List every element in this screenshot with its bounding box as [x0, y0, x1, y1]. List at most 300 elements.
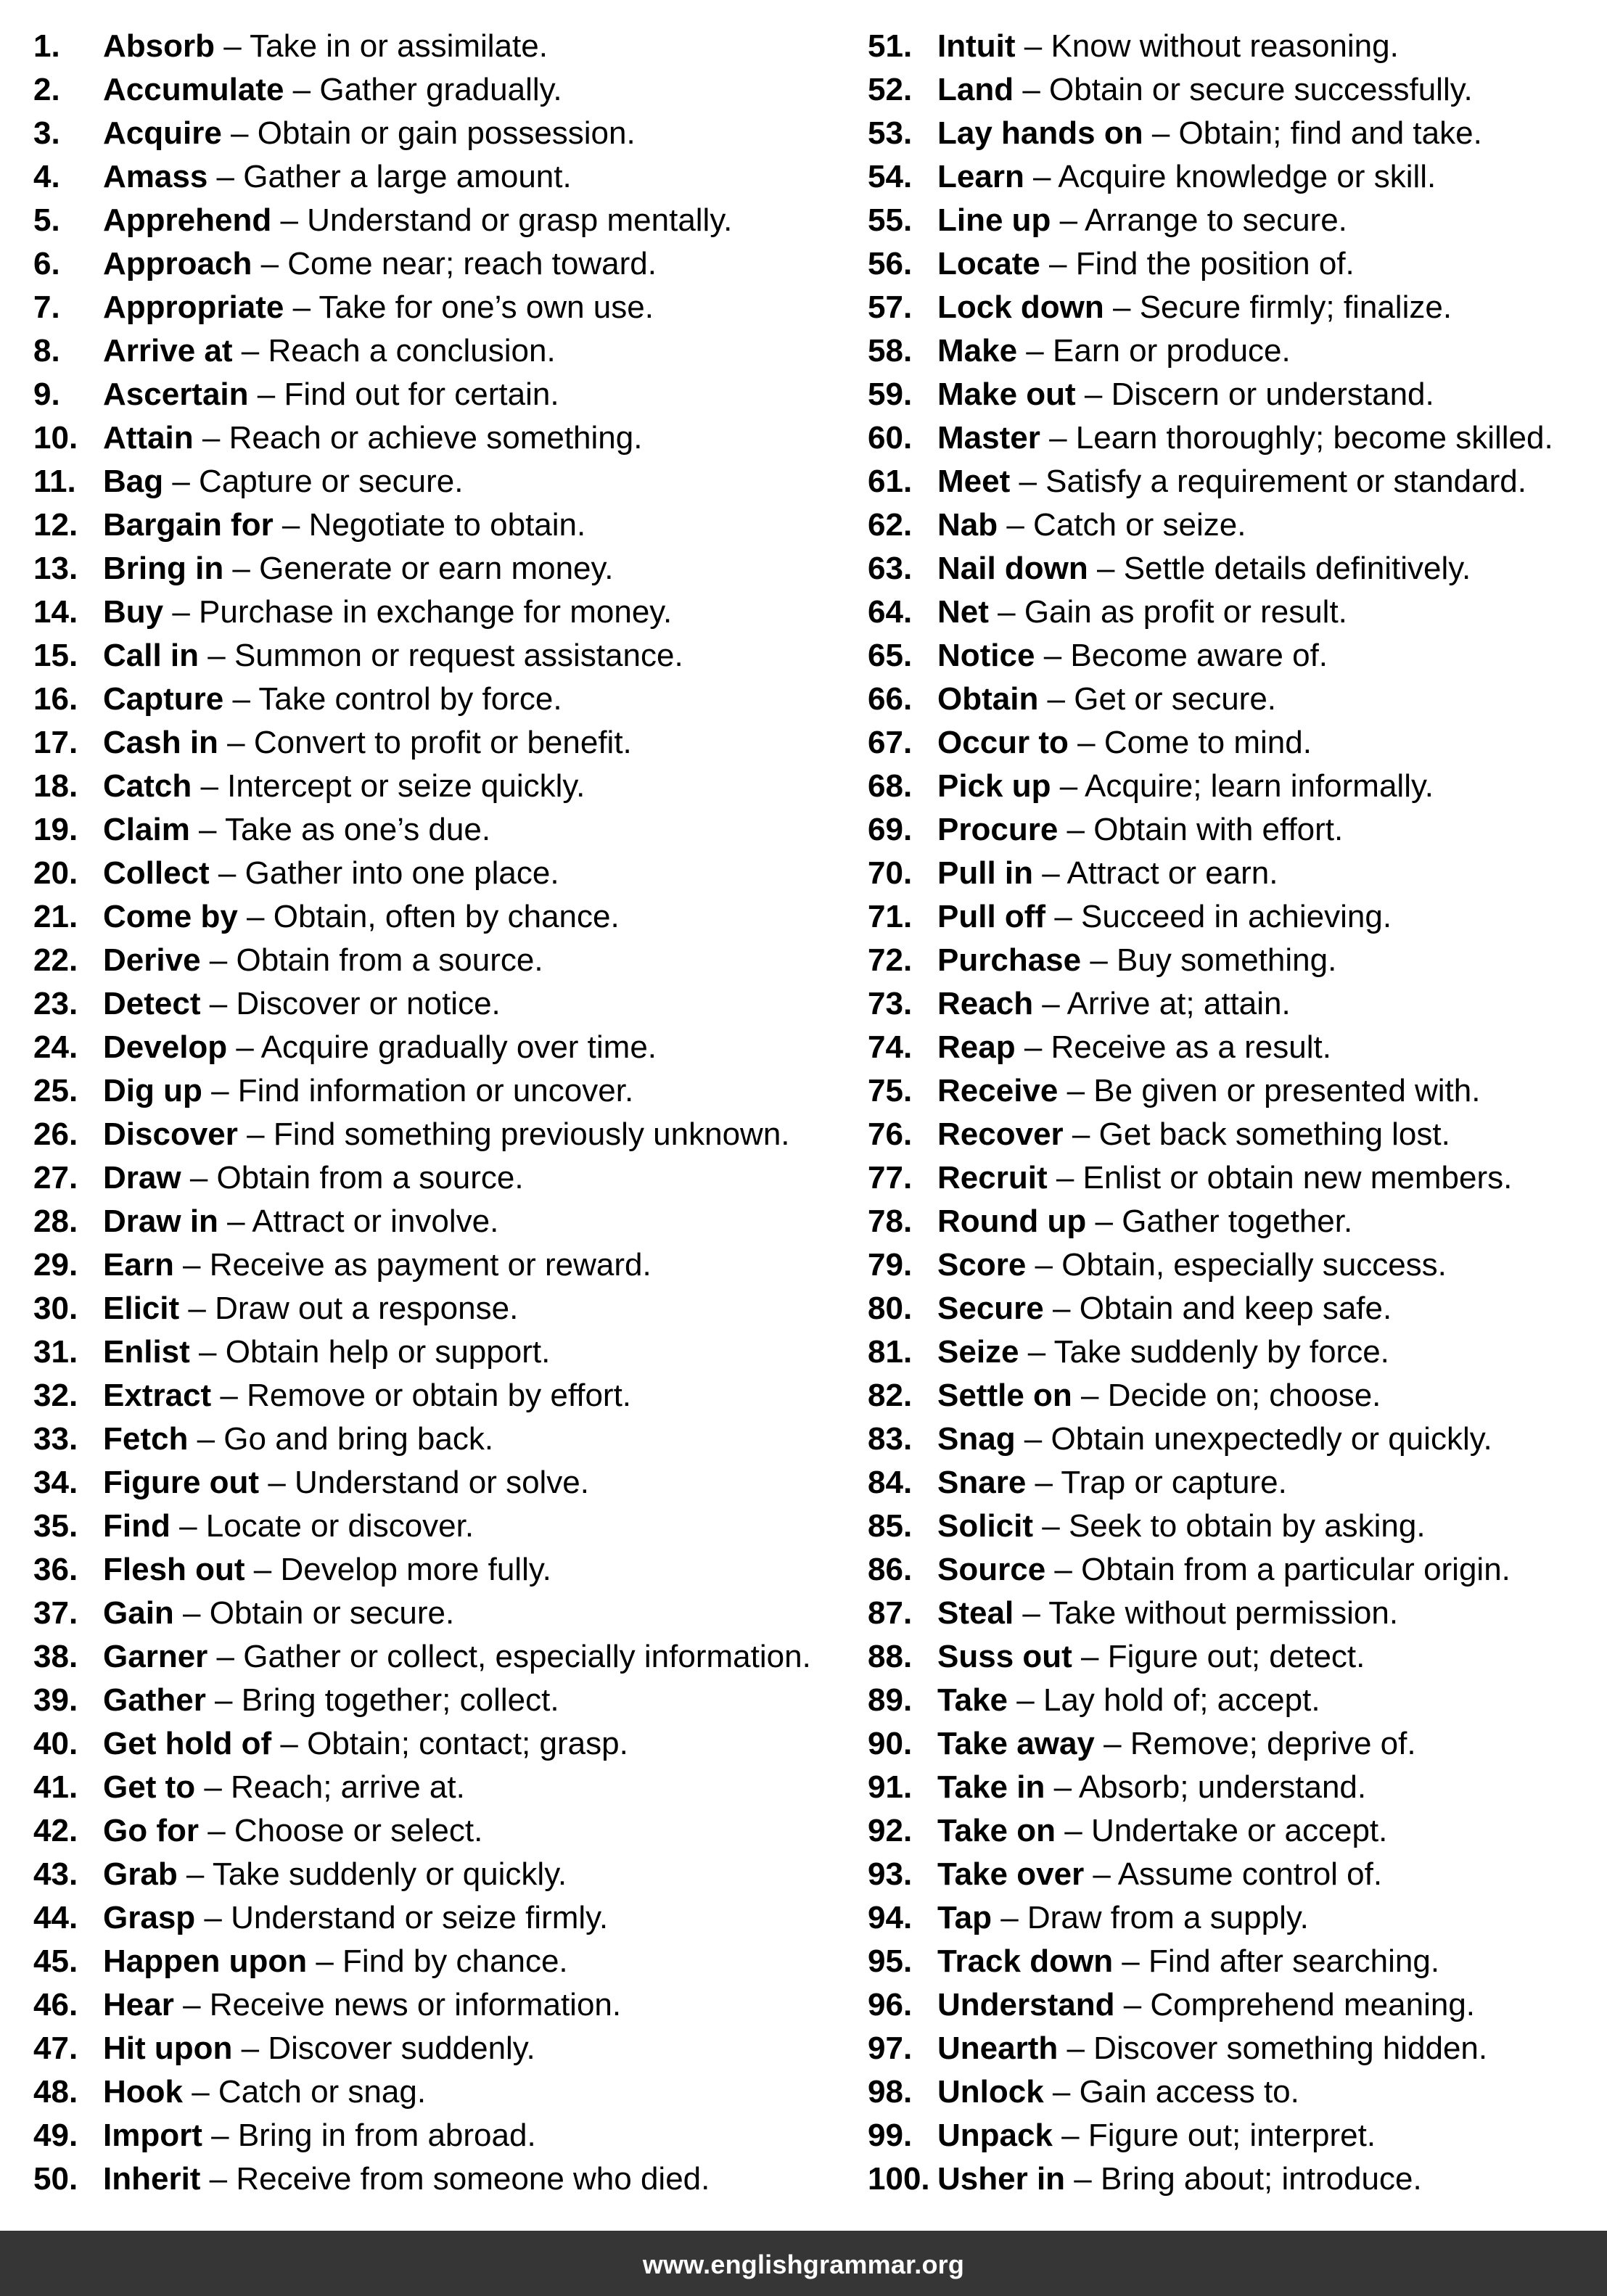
item-entry — [103, 199, 732, 242]
item-entry — [103, 1026, 657, 1069]
item-number: 50. — [33, 2161, 78, 2197]
item-definition: Obtain from a source. — [236, 942, 543, 978]
item-definition: Obtain, especially success. — [1061, 1247, 1447, 1283]
item-term: Elicit — [103, 1291, 180, 1326]
item-term: Earn — [103, 1247, 174, 1283]
item-separator: – — [173, 1247, 210, 1283]
item-entry — [937, 1200, 1352, 1243]
item-number: 96. — [868, 1987, 913, 2023]
item-separator: – — [1026, 1247, 1062, 1283]
item-definition: Figure out; interpret. — [1088, 2118, 1376, 2153]
item-definition: Earn or produce. — [1053, 333, 1291, 369]
item-term: Snare — [937, 1465, 1027, 1500]
item-number: 78. — [868, 1203, 913, 1239]
item-term: Find — [103, 1508, 170, 1544]
item-definition: Comprehend meaning. — [1150, 1987, 1476, 2023]
item-separator: – — [284, 72, 320, 107]
item-number: 44. — [33, 1900, 78, 1935]
list-item — [868, 721, 1607, 765]
list-item — [868, 1113, 1607, 1156]
item-definition: Obtain help or support. — [225, 1334, 551, 1370]
item-entry — [103, 678, 562, 721]
item-separator: – — [271, 1726, 308, 1761]
item-definition: Secure firmly; finalize. — [1139, 289, 1452, 325]
list-item — [868, 329, 1607, 373]
item-term: Go for — [103, 1813, 199, 1848]
item-definition: Find after searching. — [1148, 1943, 1440, 1979]
item-separator: – — [232, 2030, 268, 2066]
item-separator: – — [1017, 333, 1053, 369]
item-term: Bag — [103, 464, 164, 499]
item-term: Notice — [937, 638, 1035, 673]
item-separator: – — [988, 594, 1024, 630]
item-separator: – — [273, 507, 309, 543]
item-term: Inherit — [103, 2161, 201, 2197]
list-item — [868, 199, 1607, 242]
item-entry — [937, 503, 1246, 547]
item-term: Derive — [103, 942, 201, 978]
item-term: Take in — [937, 1769, 1045, 1805]
item-definition: Bring about; introduce. — [1100, 2161, 1422, 2197]
item-separator: – — [1072, 1378, 1108, 1413]
item-separator: – — [215, 28, 250, 64]
list-item — [868, 1243, 1607, 1287]
item-definition: Discover something hidden. — [1093, 2030, 1488, 2066]
item-entry — [103, 1809, 482, 1853]
item-number: 8. — [33, 333, 60, 369]
item-term: Hook — [103, 2074, 183, 2110]
item-number: 21. — [33, 899, 78, 934]
item-separator: – — [198, 1813, 234, 1848]
item-term: Come by — [103, 899, 238, 934]
item-term: Grasp — [103, 1900, 196, 1935]
item-entry — [937, 1113, 1450, 1156]
item-definition: Undertake or accept. — [1090, 1813, 1388, 1848]
item-number: 25. — [33, 1073, 78, 1108]
item-separator: – — [1068, 725, 1104, 760]
item-term: Get hold of — [103, 1726, 272, 1761]
item-term: Lay hands on — [937, 115, 1143, 151]
item-definition: Take suddenly or quickly. — [212, 1856, 567, 1892]
item-definition: Gather or collect, especially information. — [243, 1639, 811, 1674]
item-separator: – — [188, 1421, 224, 1457]
item-definition: Summon or request assistance. — [234, 638, 683, 673]
item-entry — [103, 547, 613, 591]
item-entry — [937, 2027, 1487, 2070]
list-item — [868, 112, 1607, 155]
item-definition: Take as one’s due. — [224, 812, 491, 847]
item-term: Receive — [937, 1073, 1059, 1108]
item-separator: – — [1047, 1160, 1083, 1196]
item-entry — [937, 939, 1336, 982]
item-separator: – — [259, 1465, 295, 1500]
list-item — [33, 1243, 860, 1287]
item-term: Flesh out — [103, 1552, 245, 1587]
item-entry — [937, 678, 1276, 721]
item-definition: Obtain from a particular origin. — [1081, 1552, 1511, 1587]
item-entry — [937, 460, 1526, 503]
item-term: Collect — [103, 855, 210, 891]
item-definition: Remove or obtain by effort. — [247, 1378, 632, 1413]
item-definition: Acquire; learn informally. — [1085, 768, 1434, 804]
item-separator: – — [998, 507, 1034, 543]
item-number: 32. — [33, 1378, 78, 1413]
item-separator: – — [207, 1639, 244, 1674]
item-entry — [103, 112, 636, 155]
item-entry — [937, 1287, 1392, 1330]
list-item — [868, 678, 1607, 721]
item-definition: Reach; arrive at. — [231, 1769, 465, 1805]
item-entry — [937, 1156, 1512, 1200]
list-item — [868, 416, 1607, 460]
list-item — [868, 1940, 1607, 1983]
item-entry — [103, 1330, 550, 1374]
item-definition: Obtain; find and take. — [1178, 115, 1482, 151]
list-item — [868, 1853, 1607, 1896]
list-item — [33, 155, 860, 199]
item-term: Suss out — [937, 1639, 1072, 1674]
item-definition: Gather a large amount. — [243, 159, 572, 194]
list-item — [868, 1592, 1607, 1635]
item-separator: – — [207, 159, 244, 194]
item-entry — [937, 242, 1355, 286]
item-definition: Draw from a supply. — [1027, 1900, 1309, 1935]
item-number: 86. — [868, 1552, 913, 1587]
item-term: Amass — [103, 159, 208, 194]
item-entry — [937, 1069, 1480, 1113]
item-definition: Understand or solve. — [295, 1465, 590, 1500]
item-number: 92. — [868, 1813, 913, 1848]
item-separator: – — [1024, 159, 1059, 194]
list-item — [868, 1330, 1607, 1374]
item-definition: Reach or achieve something. — [229, 420, 643, 456]
item-number: 91. — [868, 1769, 913, 1805]
item-term: Take on — [937, 1813, 1056, 1848]
item-term: Draw in — [103, 1203, 218, 1239]
list-item — [868, 547, 1607, 591]
item-number: 90. — [868, 1726, 913, 1761]
item-term: Usher in — [937, 2161, 1066, 2197]
item-entry — [937, 68, 1473, 112]
item-definition: Take suddenly by force. — [1053, 1334, 1389, 1370]
item-entry — [103, 2027, 535, 2070]
item-separator: – — [1038, 681, 1074, 717]
item-separator: – — [1088, 551, 1124, 586]
item-entry — [103, 1461, 589, 1505]
list-item — [33, 765, 860, 808]
list-item — [868, 1374, 1607, 1417]
item-definition: Learn thoroughly; become skilled. — [1075, 420, 1553, 456]
item-number: 20. — [33, 855, 78, 891]
item-separator: – — [199, 638, 234, 673]
item-term: Happen upon — [103, 1943, 308, 1979]
item-entry — [937, 329, 1291, 373]
item-separator: – — [1063, 1116, 1099, 1152]
item-number: 28. — [33, 1203, 78, 1239]
item-term: Take — [937, 1682, 1008, 1718]
item-separator: – — [195, 1769, 231, 1805]
item-definition: Intercept or seize quickly. — [227, 768, 585, 804]
item-definition: Get back something lost. — [1098, 1116, 1450, 1152]
item-number: 27. — [33, 1160, 78, 1196]
item-number: 88. — [868, 1639, 913, 1674]
item-separator: – — [1015, 1029, 1051, 1065]
item-separator: – — [163, 594, 200, 630]
footer-website[interactable]: www.englishgrammar.org — [642, 2250, 965, 2279]
item-separator: – — [205, 1682, 242, 1718]
item-definition: Develop more fully. — [280, 1552, 551, 1587]
item-term: Pull off — [937, 899, 1046, 934]
item-number: 84. — [868, 1465, 913, 1500]
item-number: 100. — [868, 2161, 930, 2197]
list-item — [33, 808, 860, 852]
item-separator: – — [1010, 464, 1046, 499]
item-definition: Obtain or secure successfully. — [1049, 72, 1473, 107]
item-term: Fetch — [103, 1421, 189, 1457]
item-term: Lock down — [937, 289, 1104, 325]
item-definition: Obtain with effort. — [1093, 812, 1344, 847]
item-number: 64. — [868, 594, 913, 630]
item-number: 53. — [868, 115, 913, 151]
item-number: 61. — [868, 464, 913, 499]
item-definition: Negotiate to obtain. — [308, 507, 586, 543]
item-separator: – — [1043, 1291, 1080, 1326]
item-term: Get to — [103, 1769, 196, 1805]
list-item — [868, 242, 1607, 286]
item-separator: – — [1081, 942, 1117, 978]
list-item — [33, 678, 860, 721]
item-definition: Find by chance. — [342, 1943, 568, 1979]
item-definition: Receive as payment or reward. — [209, 1247, 652, 1283]
list-item — [868, 1896, 1607, 1940]
item-term: Tap — [937, 1900, 992, 1935]
item-separator: – — [1040, 420, 1076, 456]
item-separator: – — [221, 115, 258, 151]
item-separator: – — [232, 333, 268, 369]
item-definition: Come to mind. — [1103, 725, 1312, 760]
item-definition: Obtain from a source. — [216, 1160, 524, 1196]
word-list-column-left — [33, 25, 860, 2201]
item-entry — [937, 1940, 1439, 1983]
item-number: 69. — [868, 812, 913, 847]
item-separator: – — [284, 289, 319, 325]
item-number: 59. — [868, 377, 913, 412]
list-item — [33, 634, 860, 678]
list-item — [33, 1722, 860, 1766]
item-separator: – — [200, 2161, 237, 2197]
item-definition: Gain access to. — [1079, 2074, 1299, 2110]
item-definition: Understand or grasp mentally. — [307, 202, 733, 238]
item-entry — [937, 1766, 1366, 1809]
item-separator: – — [1065, 2161, 1101, 2197]
item-separator: – — [1033, 1508, 1069, 1544]
item-number: 19. — [33, 812, 78, 847]
item-number: 89. — [868, 1682, 913, 1718]
list-item — [33, 112, 860, 155]
list-item — [33, 1635, 860, 1679]
item-separator: – — [189, 812, 225, 847]
item-term: Intuit — [937, 28, 1016, 64]
footer-bar — [0, 2231, 1607, 2296]
item-term: Discover — [103, 1116, 238, 1152]
item-definition: Arrange to secure. — [1084, 202, 1347, 238]
item-entry — [103, 982, 501, 1026]
item-entry — [937, 286, 1452, 329]
item-number: 76. — [868, 1116, 913, 1152]
word-list-column-right — [868, 25, 1607, 2201]
item-separator: – — [1084, 1856, 1118, 1892]
item-entry — [937, 1722, 1416, 1766]
item-number: 73. — [868, 986, 913, 1021]
item-separator: – — [248, 377, 284, 412]
list-item — [33, 1940, 860, 1983]
item-entry — [103, 1983, 621, 2027]
list-item — [868, 1722, 1607, 1766]
list-item — [33, 1896, 860, 1940]
list-item — [868, 460, 1607, 503]
list-item — [33, 591, 860, 634]
item-definition: Remove; deprive of. — [1130, 1726, 1416, 1761]
item-definition: Acquire knowledge or skill. — [1058, 159, 1437, 194]
item-definition: Take for one’s own use. — [318, 289, 654, 325]
list-item — [33, 1679, 860, 1722]
item-separator: – — [1114, 1987, 1151, 2023]
item-entry — [937, 852, 1278, 895]
item-entry — [103, 2114, 536, 2157]
item-term: Recover — [937, 1116, 1064, 1152]
item-entry — [103, 634, 683, 678]
item-term: Hear — [103, 1987, 174, 2023]
item-separator: – — [202, 2118, 238, 2153]
item-definition: Bring in from abroad. — [237, 2118, 536, 2153]
item-number: 16. — [33, 681, 78, 717]
item-definition: Take in or assimilate. — [250, 28, 548, 64]
item-number: 46. — [33, 1987, 78, 2023]
item-term: Import — [103, 2118, 202, 2153]
item-term: Snag — [937, 1421, 1016, 1457]
item-entry — [103, 1069, 633, 1113]
list-item — [33, 2157, 860, 2201]
item-entry — [103, 329, 556, 373]
item-separator: – — [1043, 2074, 1080, 2110]
item-entry — [937, 2157, 1422, 2201]
item-number: 77. — [868, 1160, 913, 1196]
item-definition: Discern or understand. — [1111, 377, 1434, 412]
list-item — [868, 852, 1607, 895]
item-definition: Be given or presented with. — [1093, 1073, 1481, 1108]
item-number: 47. — [33, 2030, 78, 2066]
item-term: Accumulate — [103, 72, 284, 107]
item-entry — [937, 1243, 1447, 1287]
item-definition: Buy something. — [1117, 942, 1337, 978]
item-number: 33. — [33, 1421, 78, 1457]
item-separator: – — [209, 855, 245, 891]
item-separator: – — [1040, 246, 1076, 281]
item-separator: – — [991, 1900, 1027, 1935]
item-term: Land — [937, 72, 1014, 107]
item-term: Nail down — [937, 551, 1088, 586]
item-number: 93. — [868, 1856, 913, 1892]
item-term: Pull in — [937, 855, 1033, 891]
item-definition: Lay hold of; accept. — [1043, 1682, 1320, 1718]
item-term: Make — [937, 333, 1018, 369]
item-entry — [937, 634, 1328, 678]
item-entry — [103, 460, 463, 503]
item-number: 1. — [33, 28, 60, 64]
item-number: 79. — [868, 1247, 913, 1283]
item-entry — [937, 1809, 1387, 1853]
item-term: Appropriate — [103, 289, 284, 325]
item-definition: Find something previously unknown. — [273, 1116, 790, 1152]
item-separator: – — [173, 1987, 210, 2023]
item-number: 10. — [33, 420, 78, 456]
list-item — [868, 286, 1607, 329]
item-definition: Generate or earn money. — [259, 551, 614, 586]
item-separator: – — [1058, 2030, 1094, 2066]
item-number: 74. — [868, 1029, 913, 1065]
list-item — [868, 939, 1607, 982]
list-item — [33, 939, 860, 982]
item-number: 70. — [868, 855, 913, 891]
list-item — [868, 1461, 1607, 1505]
item-term: Occur to — [937, 725, 1069, 760]
item-entry — [937, 895, 1392, 939]
item-entry — [937, 199, 1347, 242]
item-number: 36. — [33, 1552, 78, 1587]
item-number: 99. — [868, 2118, 913, 2153]
item-term: Approach — [103, 246, 252, 281]
item-definition: Gather together. — [1122, 1203, 1353, 1239]
item-number: 13. — [33, 551, 78, 586]
item-number: 66. — [868, 681, 913, 717]
item-definition: Find the position of. — [1075, 246, 1355, 281]
item-term: Round up — [937, 1203, 1087, 1239]
list-item — [33, 2070, 860, 2114]
item-entry — [103, 808, 490, 852]
item-definition: Arrive at; attain. — [1066, 986, 1291, 1021]
item-entry — [937, 155, 1436, 199]
item-separator: – — [237, 1116, 274, 1152]
item-entry — [937, 1330, 1389, 1374]
item-term: Master — [937, 420, 1040, 456]
item-number: 83. — [868, 1421, 913, 1457]
item-separator: – — [223, 551, 260, 586]
item-definition: Settle details definitively. — [1123, 551, 1471, 586]
item-term: Take over — [937, 1856, 1085, 1892]
item-number: 80. — [868, 1291, 913, 1326]
item-term: Buy — [103, 594, 164, 630]
item-separator: – — [189, 1334, 226, 1370]
item-term: Unlock — [937, 2074, 1044, 2110]
item-term: Recruit — [937, 1160, 1048, 1196]
item-term: Apprehend — [103, 202, 272, 238]
item-term: Bargain for — [103, 507, 274, 543]
item-term: Absorb — [103, 28, 215, 64]
item-term: Source — [937, 1552, 1046, 1587]
item-number: 94. — [868, 1900, 913, 1935]
item-term: Score — [937, 1247, 1027, 1283]
item-entry — [103, 591, 672, 634]
item-definition: Choose or select. — [234, 1813, 483, 1848]
item-definition: Seek to obtain by asking. — [1068, 1508, 1426, 1544]
item-definition: Bring together; collect. — [241, 1682, 559, 1718]
item-number: 45. — [33, 1943, 78, 1979]
item-term: Steal — [937, 1595, 1014, 1631]
item-definition: Attract or earn. — [1066, 855, 1278, 891]
item-definition: Gather gradually. — [319, 72, 562, 107]
item-definition: Reach a conclusion. — [268, 333, 556, 369]
item-entry — [103, 895, 620, 939]
